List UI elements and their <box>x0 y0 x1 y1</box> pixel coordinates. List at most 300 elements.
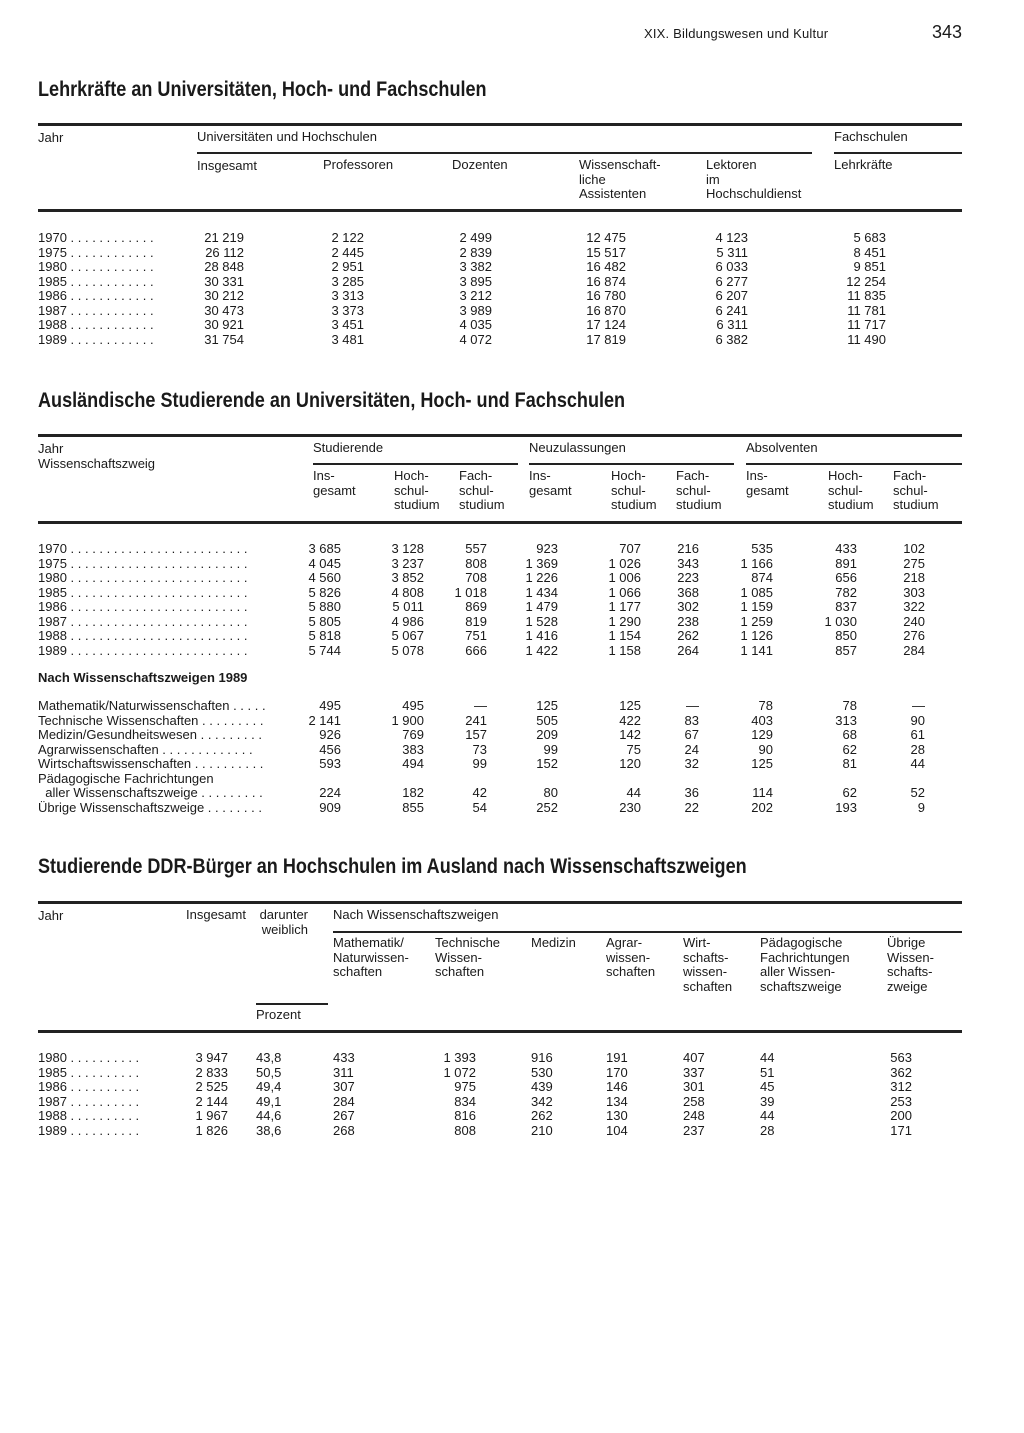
table-cell: 49,4 <box>256 1079 282 1094</box>
table-cell: 3 285 <box>331 273 364 289</box>
page-number: 343 <box>932 22 963 42</box>
table2-top-rule <box>38 434 962 437</box>
t1-col-insgesamt <box>190 231 244 347</box>
table-row-label: 1975 . . . . . . . . . . . . . . . . . . . . . . . . . <box>38 555 248 571</box>
table-row-label: Agrarwissenschaften . . . . . . . . . . . . . <box>38 741 253 757</box>
table-cell: 1 177 <box>608 599 641 614</box>
table-cell: 2 839 <box>459 244 492 260</box>
table-cell: 535 <box>751 541 773 556</box>
table-cell: 1 030 <box>824 613 857 629</box>
table-cell: 707 <box>619 541 641 556</box>
t2-zcol-abs-fachschul <box>880 699 925 815</box>
table-row-label: Medizin/Gesundheitswesen . . . . . . . . . <box>38 727 262 742</box>
table-cell: 44 <box>626 785 641 800</box>
t2-zcol-stud-hochschul <box>372 699 424 815</box>
table-cell: 1 226 <box>525 570 558 585</box>
table-cell: 275 <box>903 555 925 571</box>
t3-header-paedagogik: Pädagogische Fachrichtungen aller Wissen- schaftszweige <box>760 935 850 994</box>
table-cell: 1 066 <box>608 584 641 600</box>
table-cell: 1 159 <box>740 599 773 614</box>
table-cell: 209 <box>536 727 558 742</box>
table-cell: 75 <box>626 741 641 757</box>
t2-header-jahr: Jahr Wissenschaftszweig <box>38 441 156 471</box>
table-cell: 268 <box>333 1122 355 1138</box>
table-cell: 200 <box>890 1108 912 1123</box>
table1-title: Lehrkräfte an Universitäten, Hoch- und Fachschulen <box>38 78 487 101</box>
table1-header-rule <box>38 209 962 212</box>
table-row-label: Mathematik/Naturwissenschaften . . . . . <box>38 698 266 713</box>
table-row-label: 1987 . . . . . . . . . . . . . . . . . . . . . . . . . <box>38 613 248 629</box>
t2-header-fachschul: Fach- schul- studium <box>459 468 505 512</box>
table-row-label: Wirtschaftswissenschaften . . . . . . . . . . <box>38 756 264 771</box>
t2-header-hochschul: Hoch- schul- studium <box>394 468 440 512</box>
table-cell: 5 683 <box>853 230 886 245</box>
table-cell: 4 560 <box>308 570 341 585</box>
table-cell: 17 124 <box>586 317 626 332</box>
table-row-label: 1989 . . . . . . . . . . . . <box>38 331 154 347</box>
table-cell: 751 <box>465 628 487 643</box>
table-cell: 1 026 <box>608 555 641 571</box>
table-cell: 16 870 <box>586 302 626 318</box>
table-cell: 2 833 <box>195 1064 228 1080</box>
table-cell: 1 393 <box>443 1050 476 1065</box>
t3-col-medizin <box>531 1051 553 1138</box>
t2-col-stud-hochschul <box>372 542 424 658</box>
t1-col-lektoren <box>694 231 748 347</box>
t2-subheading: Nach Wissenschaftszweigen 1989 <box>38 670 248 685</box>
table-cell: 104 <box>606 1122 628 1138</box>
table-cell: 31 754 <box>204 331 244 347</box>
table-cell: 114 <box>752 785 773 800</box>
table-cell: 83 <box>684 712 699 728</box>
table-cell: 3 373 <box>331 302 364 318</box>
table-cell: 834 <box>454 1093 476 1109</box>
table-cell: 241 <box>465 712 487 728</box>
t2-header-absolventen: Absolventen <box>746 440 818 455</box>
table-cell: 52 <box>910 785 925 800</box>
table-cell: 30 473 <box>204 302 244 318</box>
t2-zweig-column <box>38 699 266 815</box>
table-cell: 362 <box>890 1064 912 1080</box>
t2-header-fachschul: Fach- schul- studium <box>893 468 939 512</box>
table-cell: 782 <box>835 584 857 600</box>
table-cell: 16 780 <box>586 288 626 303</box>
table-cell: 3 852 <box>391 570 424 585</box>
t1-col-lehrkraefte <box>826 231 886 347</box>
t3-col-insgesamt <box>170 1051 228 1138</box>
table-row-label: Pädagogische Fachrichtungen <box>38 770 214 786</box>
t3-col-uebrige <box>880 1051 912 1138</box>
table-cell: 28 <box>760 1122 775 1138</box>
table-cell: 62 <box>842 785 857 800</box>
table-cell: 4 808 <box>391 584 424 600</box>
table-cell: 855 <box>402 799 424 815</box>
table-cell: 42 <box>472 785 487 800</box>
table-cell: 495 <box>402 698 424 713</box>
table-cell: 1 072 <box>443 1064 476 1080</box>
table-cell: 301 <box>683 1079 705 1094</box>
table-cell: 1 141 <box>740 642 773 658</box>
table-cell: 284 <box>903 642 925 658</box>
t3-prozent-rule <box>256 1003 328 1005</box>
table-cell: 22 <box>684 799 699 815</box>
t1-col-assistenten <box>566 231 626 347</box>
table-cell: 129 <box>751 727 773 742</box>
table-cell: 422 <box>619 712 641 728</box>
table-cell: 90 <box>758 741 773 757</box>
table-cell: 202 <box>751 799 773 815</box>
table-cell: 1 154 <box>608 628 641 643</box>
table-cell: 15 517 <box>586 244 626 260</box>
table-cell: 152 <box>536 756 558 771</box>
table-cell: 1 826 <box>195 1122 228 1138</box>
table-cell: 403 <box>751 712 773 728</box>
t1-uni-rule <box>197 152 812 154</box>
t2-abs-rule <box>746 463 962 465</box>
t3-col-math <box>333 1051 355 1138</box>
table3-title: Studierende DDR-Bürger an Hochschulen im Ausland nach Wissenschaftszweigen <box>38 855 747 878</box>
table-row-label: 1989 . . . . . . . . . . . . . . . . . . . . . . . . . <box>38 642 248 658</box>
table-cell: 666 <box>465 642 487 658</box>
table-cell <box>590 772 641 787</box>
table-cell: 4 986 <box>391 613 424 629</box>
t3-header-math: Mathematik/ Naturwissen- schaften <box>333 935 409 979</box>
t3-header-medizin: Medizin <box>531 935 576 950</box>
table-cell: 311 <box>333 1064 354 1080</box>
table-cell: 80 <box>543 785 558 800</box>
t2-zcol-abs-insgesamt <box>723 699 773 815</box>
table-cell: 30 331 <box>204 273 244 289</box>
table-cell: 5 311 <box>716 244 748 260</box>
table-cell: 495 <box>319 698 341 713</box>
t1-header-dozenten: Dozenten <box>452 157 508 172</box>
table-cell: 3 481 <box>331 331 364 347</box>
t1-header-professoren: Professoren <box>323 157 394 172</box>
table-cell: 218 <box>903 570 925 585</box>
table-cell: 230 <box>619 799 641 815</box>
table-cell: 891 <box>835 555 857 571</box>
table-cell: 5 067 <box>391 628 424 643</box>
table-cell: 407 <box>683 1050 705 1065</box>
table-cell: 1 422 <box>525 642 558 658</box>
table-cell: 975 <box>454 1079 476 1094</box>
table-cell: 5 826 <box>308 584 341 600</box>
table-cell: 505 <box>536 712 558 728</box>
t2-zcol-abs-hochschul <box>806 699 857 815</box>
table-row-label: Übrige Wissenschaftszweige . . . . . . . . <box>38 799 262 815</box>
table-cell: 5 078 <box>391 642 424 658</box>
t2-col-abs-fachschul <box>880 542 925 658</box>
t2-col-abs-hochschul <box>806 542 857 658</box>
table-cell: 2 141 <box>308 712 341 728</box>
t1-header-lehrkraefte: Lehrkräfte <box>834 157 893 172</box>
table-cell: 24 <box>684 741 699 757</box>
table-cell: 51 <box>760 1064 775 1080</box>
table-cell <box>372 772 424 787</box>
table-cell: 869 <box>465 599 487 614</box>
table-cell: 12 254 <box>846 273 886 289</box>
table-cell: 5 818 <box>308 628 341 643</box>
table-cell: 11 781 <box>847 302 886 318</box>
table-cell: 67 <box>684 727 699 742</box>
table-cell: 2 445 <box>331 244 364 260</box>
table-cell: 9 <box>917 799 925 815</box>
table-cell: 456 <box>319 741 341 757</box>
table-cell: 3 313 <box>331 288 364 303</box>
table-cell: 224 <box>319 785 341 800</box>
table-cell: 1 479 <box>525 599 558 614</box>
table-cell: 248 <box>683 1108 705 1123</box>
table-cell: 11 490 <box>847 331 886 347</box>
table-cell: 1 369 <box>525 555 558 571</box>
table-cell: 923 <box>536 541 558 556</box>
table-cell: 157 <box>465 727 487 742</box>
table-cell: 6 311 <box>716 317 748 332</box>
table2-title: Ausländische Studierende an Universitäten, Hoch- und Fachschulen <box>38 389 626 412</box>
t2-stud-rule <box>313 463 518 465</box>
table-cell: 2 525 <box>195 1079 228 1094</box>
table-cell: 3 382 <box>459 259 492 274</box>
table-cell: 130 <box>606 1108 628 1123</box>
t3-col-paedagogik <box>760 1051 774 1138</box>
table-row-label: 1986 . . . . . . . . . . <box>38 1079 140 1094</box>
table-cell: 252 <box>536 799 558 815</box>
table-cell: 6 277 <box>715 273 748 289</box>
table-cell: 210 <box>531 1122 553 1138</box>
t1-header-assistenten: Wissenschaft- liche Assistenten <box>579 157 661 201</box>
table-cell: 3 895 <box>459 273 492 289</box>
table-cell: — <box>912 698 925 713</box>
table-cell: 926 <box>319 727 341 742</box>
table-cell <box>437 772 487 787</box>
table-cell: 1 434 <box>525 584 558 600</box>
table-cell: 262 <box>677 628 699 643</box>
table-cell: 1 085 <box>740 584 773 600</box>
t2-header-insgesamt: Ins- gesamt <box>313 468 356 498</box>
table-cell: 322 <box>903 599 925 614</box>
table-row-label: 1985 . . . . . . . . . . . . <box>38 273 154 289</box>
table-cell: 146 <box>606 1079 628 1094</box>
table-cell: 656 <box>835 570 857 585</box>
table-row-label: 1970 . . . . . . . . . . . . . . . . . . . . . . . . . <box>38 541 248 556</box>
table-cell: 276 <box>903 628 925 643</box>
table-cell: 284 <box>333 1093 355 1109</box>
table-cell: 302 <box>677 599 699 614</box>
table-cell: 909 <box>319 799 341 815</box>
table-row-label: 1988 . . . . . . . . . . . . . . . . . . . . . . . . . <box>38 628 248 643</box>
table-cell: 1 259 <box>740 613 773 629</box>
t2-col-neu-hochschul <box>590 542 641 658</box>
t3-header-prozent: Prozent <box>256 1007 301 1022</box>
table-cell: 3 128 <box>391 541 424 556</box>
table-cell <box>508 772 558 787</box>
table-cell: 28 <box>910 741 925 757</box>
table-cell: 99 <box>472 756 487 771</box>
t2-neu-rule <box>529 463 734 465</box>
table-cell: 44 <box>760 1050 775 1065</box>
table-cell: 171 <box>890 1122 912 1138</box>
t3-col-agrar <box>606 1051 628 1138</box>
table-cell <box>657 772 699 787</box>
table-cell: 11 717 <box>847 317 886 332</box>
table-cell: 1 018 <box>454 584 487 600</box>
t1-header-jahr: Jahr <box>38 130 64 145</box>
table-cell: 78 <box>842 698 857 713</box>
t1-header-fach: Fachschulen <box>834 129 908 144</box>
table-cell: 433 <box>333 1050 355 1065</box>
table-cell: 90 <box>910 712 925 728</box>
table-cell: 267 <box>333 1108 355 1123</box>
table-cell: 264 <box>677 642 699 658</box>
table-row-label: 1987 . . . . . . . . . . . . <box>38 302 154 318</box>
table-row-label: 1970 . . . . . . . . . . . . <box>38 230 154 245</box>
table-cell: 4 035 <box>459 317 492 332</box>
table-cell: 307 <box>333 1079 355 1094</box>
table-cell: 191 <box>606 1050 628 1065</box>
table-cell: 1 126 <box>740 628 773 643</box>
t2-year-column <box>38 542 248 658</box>
table-cell: 563 <box>890 1050 912 1065</box>
table-cell: 120 <box>619 756 641 771</box>
t2-col-stud-insgesamt <box>290 542 341 658</box>
table-cell: 237 <box>683 1122 705 1138</box>
table-cell: 5 011 <box>392 599 424 614</box>
table-cell: 3 237 <box>391 555 424 571</box>
table-cell: 850 <box>835 628 857 643</box>
table-cell: 337 <box>683 1064 705 1080</box>
table-cell <box>806 772 857 787</box>
table-cell: 36 <box>684 785 699 800</box>
table-cell: 134 <box>606 1093 628 1109</box>
table-row-label: 1987 . . . . . . . . . . <box>38 1093 140 1109</box>
table-cell: 262 <box>531 1108 553 1123</box>
table-cell: 9 851 <box>853 259 886 274</box>
table-cell: 313 <box>835 712 857 728</box>
t3-header-uebrige: Übrige Wissen- schafts- zweige <box>887 935 934 994</box>
t3-col-tech <box>425 1051 476 1138</box>
table-cell: 303 <box>903 584 925 600</box>
table-cell: 874 <box>751 570 773 585</box>
table-cell: 857 <box>835 642 857 658</box>
table-cell: 1 158 <box>608 642 641 658</box>
table-cell: 3 989 <box>459 302 492 318</box>
table-cell: 4 123 <box>715 230 748 245</box>
table-cell: 44 <box>910 756 925 771</box>
table-row-label: 1986 . . . . . . . . . . . . <box>38 288 154 303</box>
table-cell: 8 451 <box>853 244 886 260</box>
t1-col-professoren <box>310 231 364 347</box>
t3-header-wirtschaft: Wirt- schafts- wissen- schaften <box>683 935 733 994</box>
table-cell: 1 006 <box>608 570 641 585</box>
table-cell: 312 <box>890 1079 912 1094</box>
t3-header-insgesamt: Insgesamt <box>186 907 246 922</box>
table-row-label: 1989 . . . . . . . . . . <box>38 1122 140 1138</box>
table-row-label: 1985 . . . . . . . . . . <box>38 1064 140 1080</box>
t2-zcol-neu-hochschul <box>590 699 641 815</box>
table-row-label: 1980 . . . . . . . . . . <box>38 1050 140 1065</box>
table-cell: 54 <box>472 799 487 815</box>
table-cell: 125 <box>619 698 641 713</box>
table-cell: 16 874 <box>586 273 626 289</box>
table-cell: 808 <box>465 555 487 571</box>
table-cell: 916 <box>531 1050 553 1065</box>
table-cell: 28 848 <box>204 259 244 274</box>
table-cell: 49,1 <box>256 1093 282 1109</box>
table-cell: 32 <box>684 756 699 771</box>
table-cell: 494 <box>402 756 424 771</box>
table-cell: 43,8 <box>256 1050 282 1065</box>
t3-header-jahr: Jahr <box>38 908 64 923</box>
t2-col-abs-insgesamt <box>723 542 773 658</box>
table-cell: — <box>686 698 699 713</box>
t1-header-insgesamt: Insgesamt <box>197 158 257 173</box>
table-cell: 708 <box>465 570 487 585</box>
table-cell: 3 947 <box>195 1050 228 1065</box>
t2-col-neu-insgesamt <box>508 542 558 658</box>
table-cell: 142 <box>619 727 641 742</box>
t2-col-stud-fachschul <box>437 542 487 658</box>
table-cell <box>290 772 341 787</box>
table-cell: 4 072 <box>459 331 492 347</box>
table-cell: 26 112 <box>205 244 244 260</box>
table-cell: 125 <box>751 756 773 771</box>
t3-year-column <box>38 1051 139 1138</box>
table-cell: 6 207 <box>715 288 748 303</box>
table-cell: 193 <box>835 799 857 815</box>
table-cell: 837 <box>835 599 857 614</box>
t3-header-tech: Technische Wissen- schaften <box>435 935 501 979</box>
table-cell: 3 451 <box>331 317 364 332</box>
table-cell: 439 <box>531 1079 553 1094</box>
t1-header-lektoren: Lektoren im Hochschuldienst <box>706 157 802 201</box>
t2-zcol-stud-fachschul <box>437 699 487 815</box>
table-cell: 61 <box>910 727 925 742</box>
table-cell: 593 <box>319 756 341 771</box>
table-cell: 6 382 <box>715 331 748 347</box>
running-header: XIX. Bildungswesen und Kultur <box>644 26 829 41</box>
table-cell: 39 <box>760 1093 775 1109</box>
table-row-label: 1988 . . . . . . . . . . . . <box>38 317 154 332</box>
table-cell: 816 <box>454 1108 476 1123</box>
table3-header-rule <box>38 1030 962 1033</box>
table-cell: 223 <box>677 570 699 585</box>
t3-header-agrar: Agrar- wissen- schaften <box>606 935 656 979</box>
table-cell: 240 <box>903 613 925 629</box>
t2-header-hochschul: Hoch- schul- studium <box>828 468 874 512</box>
table-cell: 30 921 <box>204 317 244 332</box>
table-cell: 38,6 <box>256 1122 282 1138</box>
t1-header-uni: Universitäten und Hochschulen <box>197 129 377 144</box>
table-row-label: Technische Wissenschaften . . . . . . . . . <box>38 712 264 728</box>
table-row-label: aller Wissenschaftszweige . . . . . . . . . <box>38 785 263 800</box>
table-cell: 1 166 <box>740 555 773 571</box>
table-cell: 182 <box>402 785 424 800</box>
table-cell: 2 951 <box>331 259 364 274</box>
t2-header-fachschul: Fach- schul- studium <box>676 468 722 512</box>
table-cell: 2 122 <box>331 230 364 245</box>
t2-header-studierende: Studierende <box>313 440 384 455</box>
t2-header-neuzulassungen: Neuzulassungen <box>529 440 626 455</box>
table-cell: 6 033 <box>715 259 748 274</box>
table-cell: 342 <box>531 1093 553 1109</box>
table-row-label: 1985 . . . . . . . . . . . . . . . . . . . . . . . . . <box>38 584 248 600</box>
table-cell: 808 <box>454 1122 476 1138</box>
table-cell: 5 744 <box>308 642 341 658</box>
t3-header-nach: Nach Wissenschaftszweigen <box>333 907 499 922</box>
t2-header-hochschul: Hoch- schul- studium <box>611 468 657 512</box>
table-cell: 4 045 <box>308 555 341 571</box>
table-cell: 343 <box>677 555 699 571</box>
